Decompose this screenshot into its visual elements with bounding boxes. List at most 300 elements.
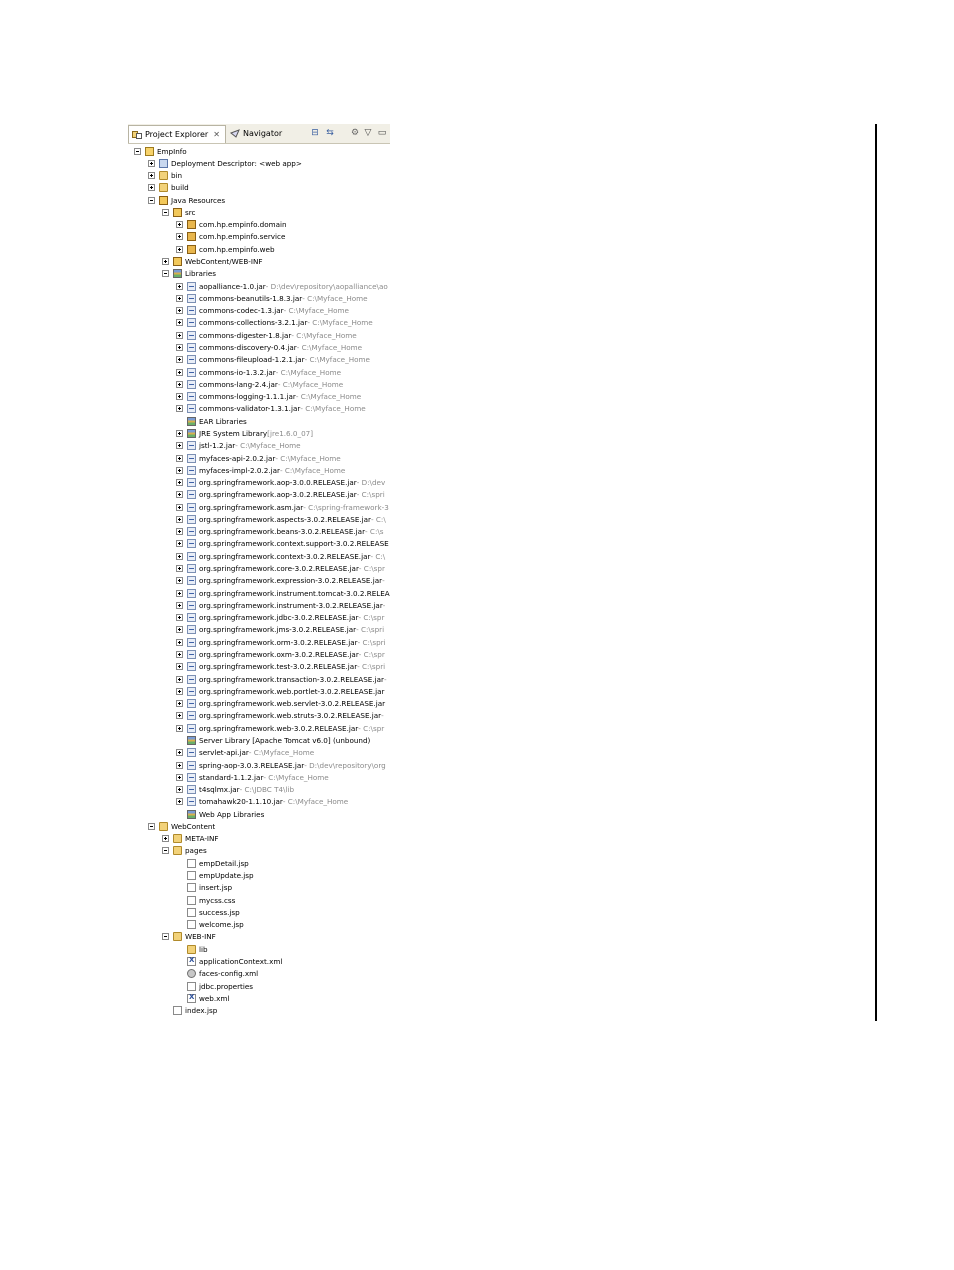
- tree-item-location: [jre1.6.0_07]: [267, 428, 314, 438]
- tree-item[interactable]: [176, 354, 370, 366]
- jar-icon: [187, 392, 196, 401]
- jar-icon: [187, 441, 196, 450]
- tree-item-label: commons-io-1.3.2.jar: [199, 367, 276, 377]
- tree-item-label: org.springframework.aspects-3.0.2.RELEASE.jar: [199, 514, 371, 524]
- tree-item[interactable]: [176, 526, 384, 538]
- tree-item-location: - C:\Myface_Home: [283, 306, 349, 316]
- tree-item[interactable]: [176, 734, 370, 746]
- tree-item-location: - C:\Myface_Home: [304, 355, 370, 365]
- tree-item[interactable]: [176, 894, 235, 906]
- jar-icon: [187, 613, 196, 622]
- tree-item-label: EmpInfo: [157, 146, 187, 156]
- tree-item-label: org.springframework.expression-3.0.2.RELEASE.jar: [199, 576, 383, 586]
- tree-item-location: - C:\Myface_Home: [302, 293, 368, 303]
- tab-project-explorer-label: Project Explorer: [145, 130, 209, 139]
- expand-icon[interactable]: [176, 295, 183, 302]
- tree-item[interactable]: [176, 538, 389, 550]
- jar-icon: [187, 355, 196, 364]
- tree-item[interactable]: [162, 845, 207, 857]
- tree-item-label: org.springframework.web.servlet-3.0.2.RELEASE.jar: [199, 699, 386, 709]
- tree-item-location: - C:\: [370, 551, 386, 561]
- tree-item-label: Libraries: [185, 269, 217, 279]
- jar-icon: [187, 761, 196, 770]
- tree-item-label: commons-codec-1.3.jar: [199, 306, 284, 316]
- tree-item[interactable]: [162, 256, 262, 268]
- tree-item-label: com.hp.empinfo.domain: [199, 220, 287, 230]
- jar-icon: [187, 318, 196, 327]
- jar-icon: [187, 576, 196, 585]
- divider-line: [875, 124, 877, 1021]
- jar-icon: [187, 785, 196, 794]
- folder-icon: [173, 846, 182, 855]
- tree-item[interactable]: [176, 722, 384, 734]
- tree-item-location: - C:\Myface_Home: [248, 748, 315, 758]
- jar-icon: [187, 662, 196, 671]
- tree-item-label: org.springframework.oxm-3.0.2.RELEASE.jar: [199, 649, 359, 659]
- tree-item-label: welcome.jsp: [199, 920, 244, 930]
- tree-item-label: org.springframework.transaction-3.0.2.RELEASE.jar: [199, 674, 384, 684]
- tree-item[interactable]: [176, 329, 357, 341]
- jar-icon: [187, 625, 196, 634]
- tree-item[interactable]: [176, 796, 348, 808]
- tree-item[interactable]: [176, 575, 385, 587]
- tree-item[interactable]: [134, 145, 187, 157]
- link-with-editor-icon[interactable]: ⇆: [326, 128, 334, 138]
- folder-icon: [173, 834, 182, 843]
- tree-item[interactable]: [176, 427, 313, 439]
- tree-item-label: org.springframework.jdbc-3.0.2.RELEASE.jar: [199, 613, 359, 623]
- tab-navigator[interactable]: [227, 125, 285, 142]
- tree-item[interactable]: [176, 747, 314, 759]
- tree-item[interactable]: [148, 157, 302, 169]
- lib-icon: [187, 429, 196, 438]
- tree-item[interactable]: [176, 292, 368, 304]
- expand-icon[interactable]: [176, 553, 183, 560]
- tree-item[interactable]: [176, 280, 388, 292]
- expand-icon[interactable]: [176, 467, 183, 474]
- jar-icon: [187, 638, 196, 647]
- expand-icon[interactable]: [176, 540, 183, 547]
- tree-item-label: commons-fileupload-1.2.1.jar: [199, 355, 305, 365]
- tree-item[interactable]: [176, 685, 384, 697]
- tree-item[interactable]: [176, 857, 249, 869]
- tree-item-location: - D:\dev\repository\org: [304, 760, 386, 770]
- src-icon: [173, 208, 182, 217]
- tree-item-label: META-INF: [185, 834, 219, 844]
- expand-icon[interactable]: [176, 491, 183, 498]
- tree-item-location: - C:\Myface_Home: [300, 404, 366, 414]
- view-menu-icon[interactable]: ▽: [364, 128, 372, 138]
- tree-item[interactable]: [162, 1005, 217, 1017]
- tree-item[interactable]: [176, 391, 361, 403]
- tree-item[interactable]: [176, 599, 385, 611]
- tree-item[interactable]: [176, 771, 329, 783]
- tree-item[interactable]: [176, 919, 244, 931]
- tree-item-label: JRE System Library: [199, 428, 268, 438]
- expand-icon[interactable]: [176, 774, 183, 781]
- file-icon: [187, 871, 196, 880]
- lib-icon: [173, 269, 182, 278]
- jar-icon: [187, 711, 196, 720]
- jar-icon: [187, 343, 196, 352]
- tree-item-location: -: [382, 600, 386, 610]
- tree-item-label: WebContent/WEB-INF: [185, 257, 263, 267]
- tree-item[interactable]: [176, 955, 282, 967]
- expand-icon[interactable]: [176, 762, 183, 769]
- tree-item[interactable]: [176, 550, 385, 562]
- tree-item-location: -: [383, 674, 387, 684]
- expand-icon[interactable]: [176, 405, 183, 412]
- lib-icon: [187, 810, 196, 819]
- expand-icon[interactable]: [176, 688, 183, 695]
- view-tab-bar: [128, 124, 390, 144]
- expand-icon[interactable]: [176, 332, 183, 339]
- expand-icon[interactable]: [176, 233, 183, 240]
- tree-item-label: org.springframework.web-3.0.2.RELEASE.jar: [199, 723, 359, 733]
- tree-item[interactable]: [176, 243, 275, 255]
- expand-icon[interactable]: [176, 369, 183, 376]
- tree-item-label: commons-logging-1.1.1.jar: [199, 392, 296, 402]
- tree-item[interactable]: [176, 992, 229, 1004]
- tree-item[interactable]: [176, 403, 366, 415]
- jar-icon: [187, 454, 196, 463]
- expand-icon[interactable]: [176, 577, 183, 584]
- tree-item-label: empUpdate.jsp: [199, 871, 254, 881]
- tree-item-location: - C:\Myface_Home: [307, 318, 373, 328]
- tree-item[interactable]: [162, 931, 216, 943]
- tree-item[interactable]: [176, 587, 390, 599]
- expand-icon[interactable]: [176, 344, 183, 351]
- xml-icon: [187, 994, 196, 1003]
- tree-item-label: pages: [185, 846, 207, 856]
- tree-item-label: applicationContext.xml: [199, 956, 283, 966]
- tree-item-label: src: [185, 207, 196, 217]
- tree-item-label: standard-1.1.2.jar: [199, 772, 264, 782]
- proj-icon: [145, 147, 154, 156]
- tree-item[interactable]: [162, 206, 196, 218]
- pkg-icon: [187, 220, 196, 229]
- file-icon: [187, 883, 196, 892]
- tree-item-location: - C:\Myface_Home: [263, 772, 329, 782]
- jar-icon: [187, 404, 196, 413]
- tree-item-label: faces-config.xml: [199, 969, 259, 979]
- tree-item-label: servlet-api.jar: [199, 748, 249, 758]
- jar-icon: [187, 797, 196, 806]
- tree-item-label: org.springframework.web.portlet-3.0.2.RELEASE.jar: [199, 686, 385, 696]
- jar-icon: [187, 527, 196, 536]
- tree-item[interactable]: [176, 477, 385, 489]
- expand-icon[interactable]: [176, 798, 183, 805]
- collapse-icon[interactable]: [148, 823, 155, 830]
- expand-icon[interactable]: [176, 430, 183, 437]
- tree-item-label: org.springframework.instrument.tomcat-3.0.2.RELEA: [199, 588, 390, 598]
- file-icon: [187, 859, 196, 868]
- tree-item[interactable]: [176, 440, 301, 452]
- expand-icon[interactable]: [176, 663, 183, 670]
- pkg-icon: [187, 232, 196, 241]
- expand-icon[interactable]: [176, 528, 183, 535]
- expand-icon[interactable]: [176, 565, 183, 572]
- expand-icon[interactable]: [176, 455, 183, 462]
- tree-item-label: bin: [171, 171, 183, 181]
- file-icon: [173, 1006, 182, 1015]
- collapse-icon[interactable]: [162, 933, 169, 940]
- tree-item-location: -: [381, 711, 384, 721]
- tree-item[interactable]: [176, 341, 362, 353]
- expand-icon[interactable]: [176, 246, 183, 253]
- tree-item[interactable]: [176, 808, 264, 820]
- tree-item[interactable]: [176, 415, 247, 427]
- tree-item-label: tomahawk20-1.1.10.jar: [199, 797, 283, 807]
- tree-item-label: org.springframework.test-3.0.2.RELEASE.jar: [199, 662, 358, 672]
- tree-item[interactable]: [176, 882, 232, 894]
- xml-icon: [187, 957, 196, 966]
- jar-icon: [187, 650, 196, 659]
- tree-item[interactable]: [176, 906, 240, 918]
- tree-item-location: - C:\Myface_Home: [291, 330, 357, 340]
- tree-item[interactable]: [176, 305, 349, 317]
- expand-icon[interactable]: [176, 749, 183, 756]
- tree-item-label: org.springframework.beans-3.0.2.RELEASE.jar: [199, 527, 366, 537]
- expand-icon[interactable]: [176, 626, 183, 633]
- tree-item-location: - C:\s: [365, 527, 384, 537]
- tree-item-location: - C:\: [371, 514, 386, 524]
- tree-item[interactable]: [176, 501, 389, 513]
- tree-item[interactable]: [176, 661, 385, 673]
- lib-icon: [187, 417, 196, 426]
- expand-icon[interactable]: [162, 835, 169, 842]
- jar-icon: [187, 306, 196, 315]
- tree-item[interactable]: [176, 231, 285, 243]
- filter-icon[interactable]: ⚙: [350, 128, 360, 138]
- expand-icon[interactable]: [148, 184, 155, 191]
- tree-item-label: success.jsp: [199, 907, 240, 917]
- tree-item-location: - C:\spri: [357, 662, 386, 672]
- tree-item[interactable]: [176, 673, 387, 685]
- expand-icon[interactable]: [176, 602, 183, 609]
- jar-icon: [187, 773, 196, 782]
- tree-item[interactable]: [162, 268, 216, 280]
- tree-item-location: - C:\Myface_Home: [279, 465, 346, 475]
- collapse-icon[interactable]: [148, 197, 155, 204]
- tree-item-label: Web App Libraries: [199, 809, 265, 819]
- tree-item-label: spring-aop-3.0.3.RELEASE.jar: [199, 760, 305, 770]
- expand-icon[interactable]: [176, 442, 183, 449]
- tree-item-location: - C:\JDBC T4\lib: [239, 785, 295, 795]
- tree-item-label: build: [171, 183, 189, 193]
- jar-icon: [187, 490, 196, 499]
- collapse-icon[interactable]: [162, 847, 169, 854]
- tree-item[interactable]: [176, 636, 386, 648]
- tree-item-location: - C:\spr: [358, 564, 385, 574]
- tree-item[interactable]: [176, 489, 385, 501]
- project-explorer-panel: [128, 124, 390, 1018]
- expand-icon[interactable]: [176, 381, 183, 388]
- tree-item[interactable]: [176, 980, 253, 992]
- collapse-all-icon[interactable]: ⊟: [311, 128, 319, 138]
- folder-icon: [173, 932, 182, 941]
- jar-icon: [187, 564, 196, 573]
- folder-icon: [187, 945, 196, 954]
- src-icon: [159, 196, 168, 205]
- tree-item-location: - C:\spri: [356, 490, 385, 500]
- tree-item[interactable]: [176, 513, 386, 525]
- tree-item-label: lib: [199, 944, 208, 954]
- expand-icon[interactable]: [148, 160, 155, 167]
- tree-item-label: myfaces-impl-2.0.2.jar: [199, 465, 280, 475]
- tree-item[interactable]: [176, 698, 385, 710]
- expand-icon[interactable]: [176, 712, 183, 719]
- jar-icon: [187, 748, 196, 757]
- tree-item[interactable]: [148, 194, 225, 206]
- tree-item[interactable]: [176, 452, 341, 464]
- expand-icon[interactable]: [176, 639, 183, 646]
- tree-item[interactable]: [176, 624, 384, 636]
- tree-item-label: WebContent: [171, 821, 216, 831]
- tree-item-location: - C:\Myface_Home: [296, 342, 363, 352]
- expand-icon[interactable]: [176, 590, 183, 597]
- jar-icon: [187, 724, 196, 733]
- expand-icon[interactable]: [176, 504, 183, 511]
- jar-icon: [187, 380, 196, 389]
- jar-icon: [187, 552, 196, 561]
- tree-item-label: org.springframework.aop-3.0.0.RELEASE.jar: [199, 478, 357, 488]
- jar-icon: [187, 368, 196, 377]
- tree-item-label: commons-digester-1.8.jar: [199, 330, 292, 340]
- tree-item-label: org.springframework.web.struts-3.0.2.RELEASE.jar: [199, 711, 382, 721]
- tree-item-label: jstl-1.2.jar: [199, 441, 236, 451]
- tree-item[interactable]: [176, 378, 343, 390]
- gear-icon: [187, 969, 196, 978]
- expand-icon[interactable]: [176, 479, 183, 486]
- tree-item-location: - C:\spri: [356, 625, 385, 635]
- expand-icon[interactable]: [162, 258, 169, 265]
- collapse-icon[interactable]: [162, 270, 169, 277]
- tree-item[interactable]: [176, 759, 386, 771]
- jar-icon: [187, 503, 196, 512]
- tree-item-label: org.springframework.context-3.0.2.RELEASE.jar: [199, 551, 371, 561]
- tree-item[interactable]: [162, 833, 219, 845]
- close-icon[interactable]: ✕: [213, 130, 220, 139]
- tree-item-label: Server Library [Apache Tomcat v6.0] (unbound): [199, 735, 371, 745]
- expand-icon[interactable]: [176, 356, 183, 363]
- tree-item-label: org.springframework.aop-3.0.2.RELEASE.jar: [199, 490, 357, 500]
- expand-icon[interactable]: [176, 221, 183, 228]
- tree-item[interactable]: [176, 366, 341, 378]
- tree-item-location: - C:\spr: [358, 723, 385, 733]
- jar-icon: [187, 294, 196, 303]
- jar-icon: [187, 331, 196, 340]
- expand-icon[interactable]: [176, 393, 183, 400]
- lib-icon: [187, 736, 196, 745]
- tree-item[interactable]: [148, 170, 182, 182]
- jar-icon: [187, 687, 196, 696]
- expand-icon[interactable]: [176, 786, 183, 793]
- expand-icon[interactable]: [176, 676, 183, 683]
- tree-item-label: aopalliance-1.0.jar: [199, 281, 266, 291]
- src-icon: [173, 257, 182, 266]
- tree-item[interactable]: [176, 563, 385, 575]
- expand-icon[interactable]: [176, 725, 183, 732]
- tree-item[interactable]: [176, 943, 208, 955]
- dd-icon: [159, 159, 168, 168]
- expand-icon[interactable]: [148, 172, 155, 179]
- expand-icon[interactable]: [176, 283, 183, 290]
- pkg-icon: [187, 245, 196, 254]
- expand-icon[interactable]: [176, 700, 183, 707]
- file-icon: [187, 920, 196, 929]
- tree-item[interactable]: [148, 182, 189, 194]
- tree-item[interactable]: [176, 870, 254, 882]
- tree-item[interactable]: [176, 464, 345, 476]
- tree-item[interactable]: [176, 784, 294, 796]
- tree-item-label: empDetail.jsp: [199, 858, 249, 868]
- jar-icon: [187, 466, 196, 475]
- tree-item-label: org.springframework.asm.jar: [199, 502, 304, 512]
- tab-project-explorer[interactable]: [128, 125, 226, 143]
- tree-item-label: web.xml: [199, 993, 230, 1003]
- tree-item[interactable]: [176, 648, 385, 660]
- file-icon: [187, 896, 196, 905]
- expand-icon[interactable]: [176, 319, 183, 326]
- file-icon: [187, 908, 196, 917]
- tree-item-label: commons-beanutils-1.8.3.jar: [199, 293, 303, 303]
- jar-icon: [187, 675, 196, 684]
- tree-item-label: myfaces-api-2.0.2.jar: [199, 453, 276, 463]
- expand-icon[interactable]: [176, 516, 183, 523]
- jar-icon: [187, 282, 196, 291]
- tree-item-label: commons-discovery-0.4.jar: [199, 342, 297, 352]
- collapse-icon[interactable]: [134, 148, 141, 155]
- tree-item-label: com.hp.empinfo.web: [199, 244, 275, 254]
- expand-icon[interactable]: [176, 307, 183, 314]
- tree-item[interactable]: [176, 612, 384, 624]
- tree-item-location: - C:\Myface_Home: [282, 797, 349, 807]
- tree-item-label: org.springframework.jms-3.0.2.RELEASE.jar: [199, 625, 357, 635]
- project-explorer-icon: [132, 130, 142, 139]
- tree-item[interactable]: [148, 820, 215, 832]
- jar-icon: [187, 539, 196, 548]
- jar-icon: [187, 478, 196, 487]
- tree-item-label: org.springframework.context.support-3.0.2.RELEASE: [199, 539, 389, 549]
- tree-item-location: - C:\Myface_Home: [277, 379, 344, 389]
- expand-icon[interactable]: [176, 651, 183, 658]
- folder-icon: [159, 183, 168, 192]
- tree-item-label: Deployment Descriptor: <web app>: [171, 158, 302, 168]
- tree-item-label: commons-validator-1.3.1.jar: [199, 404, 301, 414]
- tree-item-label: jdbc.properties: [199, 981, 254, 991]
- tree-item[interactable]: [176, 219, 287, 231]
- tree-item-location: - C:\Myface_Home: [275, 367, 342, 377]
- tree-item-label: insert.jsp: [199, 883, 233, 893]
- minimize-icon[interactable]: ▭: [377, 128, 387, 138]
- tree-item-location: -: [382, 576, 385, 586]
- tree-item[interactable]: [176, 710, 384, 722]
- tree-item-label: Java Resources: [171, 195, 226, 205]
- tree-item-location: - C:\Myface_Home: [295, 392, 362, 402]
- tree-item-label: commons-lang-2.4.jar: [199, 379, 278, 389]
- tree-item[interactable]: [176, 317, 373, 329]
- tree-item-label: mycss.css: [199, 895, 236, 905]
- tree-item-location: - C:\spr: [358, 649, 385, 659]
- tree-item-label: t4sqlmx.jar: [199, 785, 240, 795]
- expand-icon[interactable]: [176, 614, 183, 621]
- tree-item-label: org.springframework.core-3.0.2.RELEASE.jar: [199, 564, 359, 574]
- collapse-icon[interactable]: [162, 209, 169, 216]
- tree-item[interactable]: [176, 968, 258, 980]
- tree-item-location: - C:\spr: [358, 613, 385, 623]
- file-icon: [187, 982, 196, 991]
